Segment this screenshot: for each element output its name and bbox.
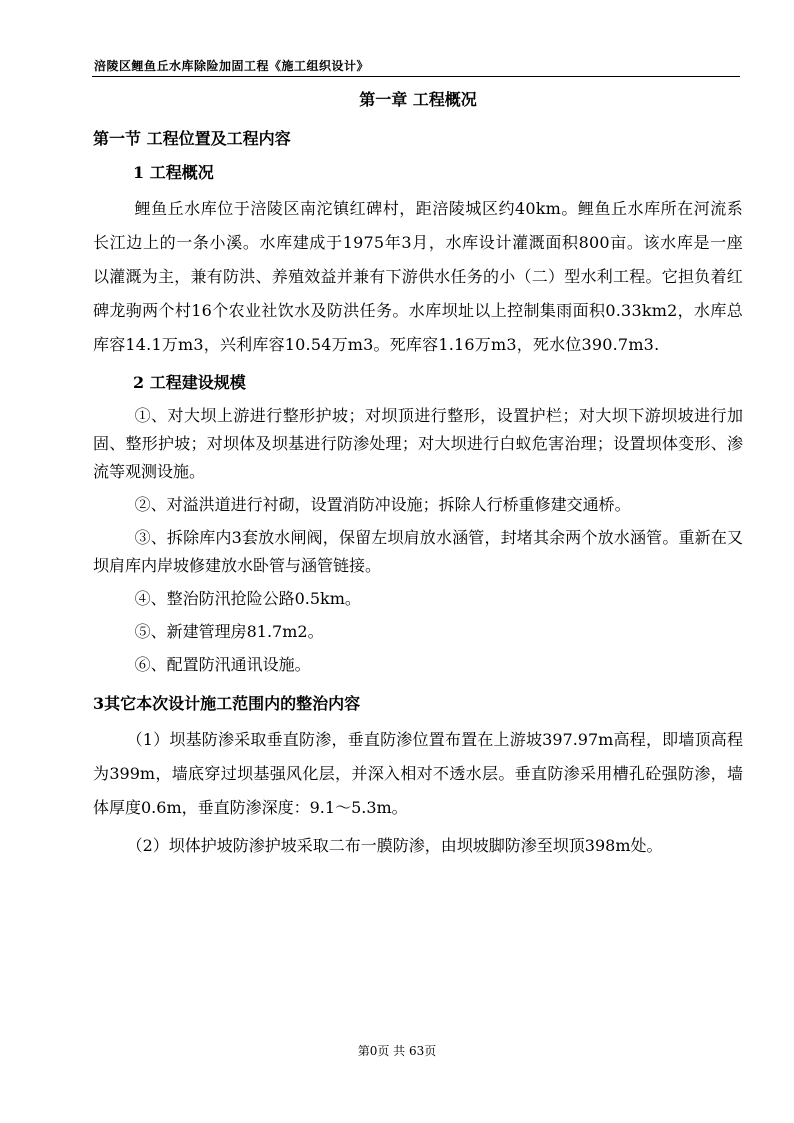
page-footer: 第0页 共 63页: [357, 1044, 437, 1058]
page-header: 涪陵区鲤鱼丘水库除险加固工程《施工组织设计》: [94, 59, 370, 73]
subsection-1-title: 1 工程概况: [133, 163, 214, 182]
subsection-3-title: 3其它本次设计施工范围内的整治内容: [93, 694, 361, 713]
list-item: ④、整治防汛抢险公路0.5km。: [134, 589, 361, 608]
section-title: 第一节 工程位置及工程内容: [93, 129, 291, 148]
list-item: ②、对溢洪道进行衬砌，设置消防冲设施；拆除人行桥重修建交通桥。: [134, 495, 631, 514]
subsection-2-title: 2 工程建设规模: [133, 373, 246, 392]
list-item: ⑤、新建管理房81.7m2。: [134, 622, 324, 641]
list-item: ③、拆除库内3套放水闸阀，保留左坝肩放水涵管，封堵其余两个放水涵管。重新在又坝肩库内岸坡修建放水卧管与涵管链接。: [93, 528, 743, 575]
scope-paragraph: （2）坝体护坡防渗护坡采取二布一膜防渗，由坝坡脚防渗至坝顶398m处。: [126, 836, 663, 855]
overview-paragraph: 鲤鱼丘水库位于涪陵区南沱镇红碑村，距涪陵城区约40km。鲤鱼丘水库所在河流系长江边上的一条小溪。水库建成于1975年3月，水库设计灌溉面积800亩。该水库是一座以灌溉为主，兼有防洪、养殖效益并兼有下游供水任务的小（二）型水利工程。它担负着红碑龙驹两个村16个农业社饮水及防洪任务。水库坝址以上控制集雨面积0.33km2，水库总库容14.1万m3，兴利库容10.54万m3。死库容1.16万m3，死水位390.7m3.: [93, 199, 743, 354]
document-body: [93, 86, 743, 863]
scope-paragraph: （1）坝基防渗采取垂直防渗，垂直防渗位置布置在上游坡397.97m高程，即墙顶高程为399m，墙底穿过坝基强风化层，并深入相对不透水层。垂直防渗采用槽孔砼强防渗，墙体厚度0.6m，垂直防渗深度：9.1～5.3m。: [93, 730, 743, 817]
list-item: ⑥、配置防汛通讯设施。: [134, 655, 311, 674]
list-item: ①、对大坝上游进行整形护坡；对坝顶进行整形，设置护栏；对大坝下游坝坡进行加固、整形护坡；对坝体及坝基进行防渗处理；对大坝进行白蚁危害治理；设置坝体变形、渗流等观测设施。: [93, 406, 743, 481]
chapter-title: 第一章 工程概况: [359, 90, 477, 109]
header-divider: [92, 76, 740, 77]
